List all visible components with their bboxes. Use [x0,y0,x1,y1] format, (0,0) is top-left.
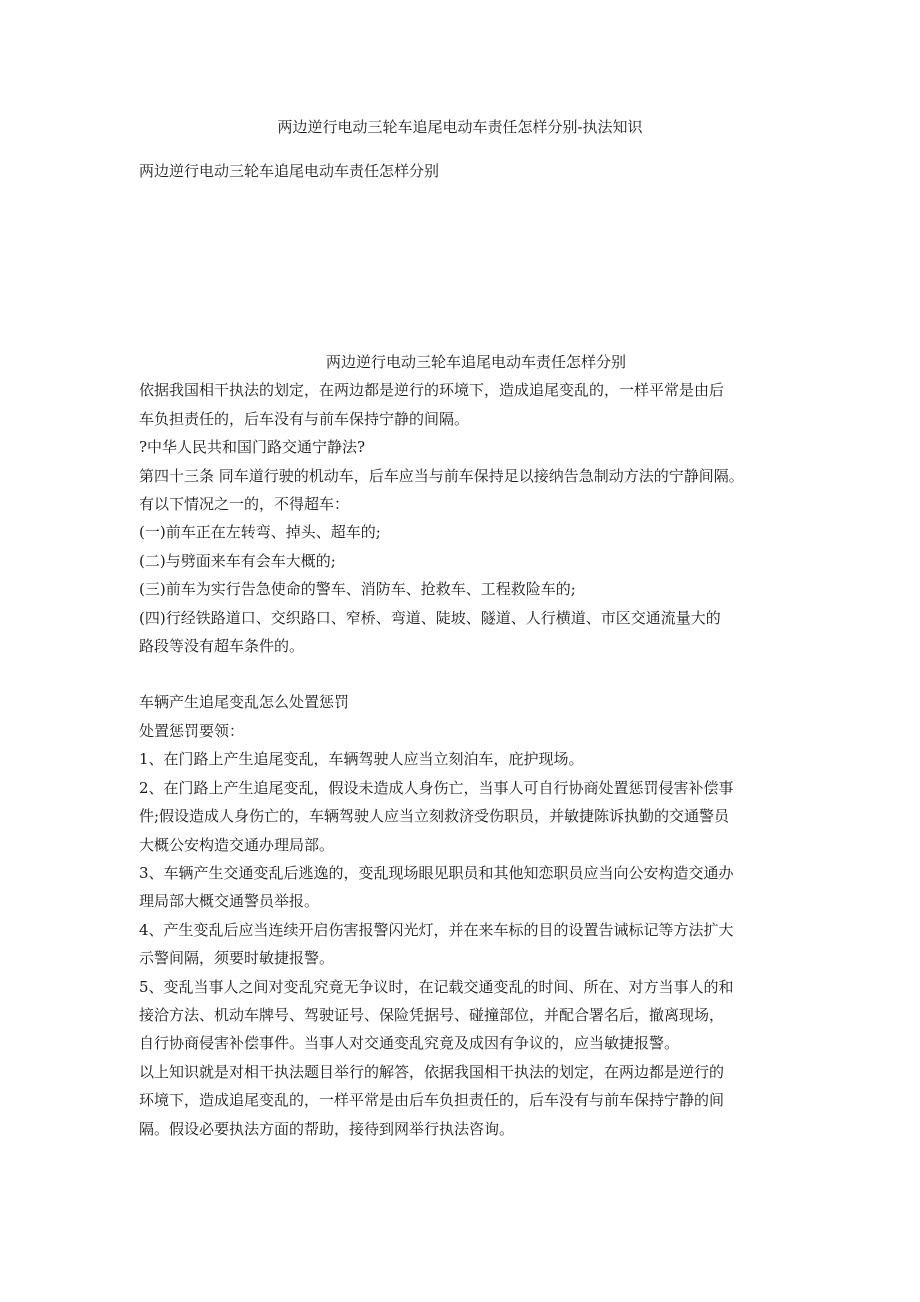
section-title: 车辆产生追尾变乱怎么处置惩罚 [139,693,350,712]
paragraph-line: 有以下情况之一的，不得超车： [139,495,350,514]
article-heading: 两边逆行电动三轮车追尾电动车责任怎样分别 [325,353,626,371]
list-item: (三)前车为实行告急使命的警车、消防车、抢救车、工程救险车的; [139,580,576,599]
list-item: 2、在门路上产生追尾变乱，假设未造成人身伤亡，当事人可自行协商处置惩罚侵害补偿事 [139,778,734,797]
list-item: 3、车辆产生交通变乱后逃逸的，变乱现场眼见职员和其他知恋职员应当向公安构造交通办 [139,863,734,882]
list-item: 件;假设造成人身伤亡的，车辆驾驶人应当立刻救济受伤职员，并敏捷陈诉执勤的交通警员 [139,807,730,826]
paragraph-line: 依据我国相干执法的划定，在两边都是逆行的环境下，造成追尾变乱的，一样平常是由后 [139,381,725,400]
list-item: 理局部大概交通警员举报。 [139,892,320,911]
paragraph-line: 车负担责任的，后车没有与前车保持宁静的间隔。 [139,409,470,428]
list-item: 1、在门路上产生追尾变乱，车辆驾驶人应当立刻泊车，庇护现场。 [139,750,584,769]
list-item: (二)与劈面来车有会车大概的; [139,551,336,570]
list-item: 示警间隔，须要时敏捷报警。 [139,949,335,968]
document-title: 两边逆行电动三轮车追尾电动车责任怎样分别-执法知识 [277,118,643,136]
paragraph-line: 隔。假设必要执法方面的帮助，接待到网举行执法咨询。 [139,1119,515,1138]
list-item: 接洽方法、机动车牌号、驾驶证号、保险凭据号、碰撞部位，并配合署名后，撤离现场， [139,1005,725,1024]
law-title: ?中华人民共和国门路交通宁静法? [139,438,366,457]
list-item: 自行协商侵害补偿事件。当事人对交通变乱究竟及成因有争议的，应当敏捷报警。 [139,1034,680,1053]
paragraph-line: 第四十三条 同车道行驶的机动车，后车应当与前车保持足以接纳告急制动方法的宁静间隔。 [139,466,744,485]
list-item: (一)前车正在左转弯、掉头、超车的; [139,523,381,542]
list-item: 路段等没有超车条件的。 [139,637,305,656]
list-item: (四)行经铁路道口、交织路口、窄桥、弯道、陡坡、隧道、人行横道、市区交通流量大的 [139,608,721,627]
paragraph-line: 环境下，造成追尾变乱的，一样平常是由后车负担责任的，后车没有与前车保持宁静的间 [139,1091,725,1110]
paragraph-line: 以上知识就是对相干执法题目举行的解答，依据我国相干执法的划定，在两边都是逆行的 [139,1062,725,1081]
list-item: 5、变乱当事人之间对变乱究竟无争议时，在记载交通变乱的时间、所在、对方当事人的和 [139,977,734,996]
list-item: 大概公安构造交通办理局部。 [139,835,335,854]
article-body [139,348,793,1143]
blank-line [139,660,793,688]
document-subtitle: 两边逆行电动三轮车追尾电动车责任怎样分别 [139,162,440,180]
list-item: 4、产生变乱后应当连续开启伤害报警闪光灯，并在来车标的目的设置告诫标记等方法扩大 [139,920,734,939]
paragraph-line: 处置惩罚要领： [139,721,245,740]
